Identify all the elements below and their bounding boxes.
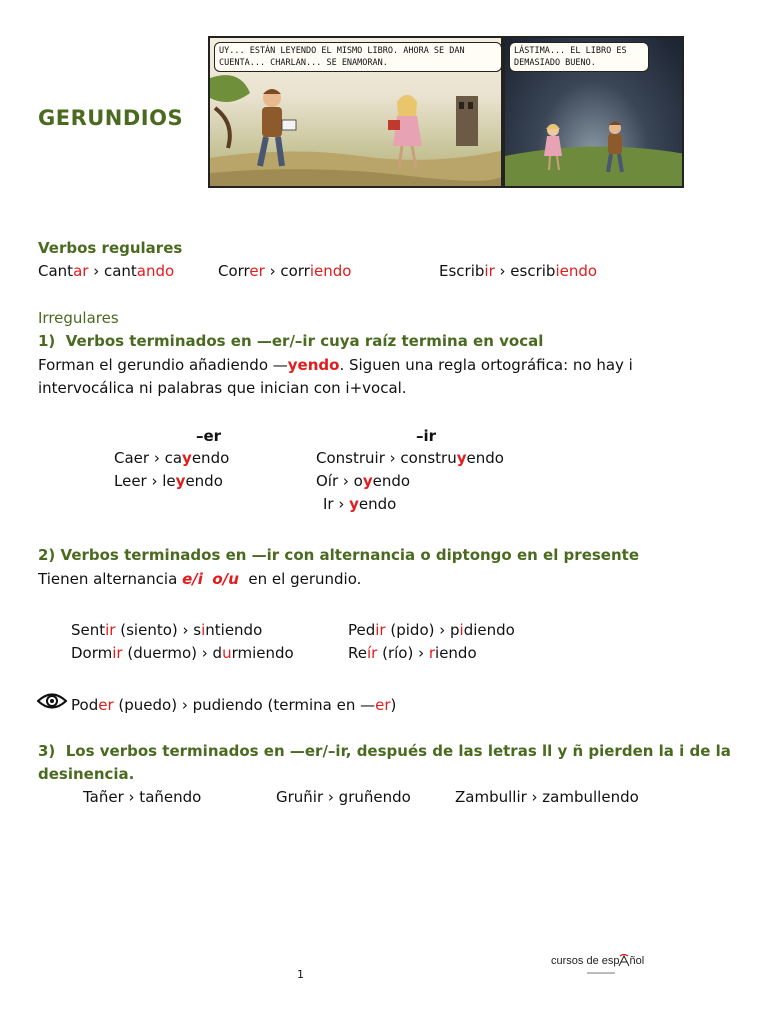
text: Ir ›	[323, 495, 350, 513]
example-taner: Tañer › tañendo	[83, 788, 202, 806]
example-reir	[348, 642, 477, 665]
highlight: ír	[366, 644, 378, 662]
speech-bubble-left: UY... ESTÁN LEYENDO EL MISMO LIBRO. AHORA SE DAN CUENTA... CHARLAN... SE ENAMORAN.	[214, 42, 502, 72]
ex-ending: er	[249, 262, 265, 280]
ex-gerund-ending: ando	[136, 262, 175, 280]
highlight: ir	[105, 621, 116, 639]
text: endo	[358, 495, 397, 513]
comic-illustration	[208, 36, 684, 188]
text: diendo	[463, 621, 515, 639]
section-1-text-line1	[38, 354, 633, 377]
ex-arrow: › corr	[264, 262, 310, 280]
text: endo	[372, 472, 411, 490]
highlight: y	[182, 449, 192, 467]
section-1-number: 1)	[38, 332, 56, 350]
highlight: u	[222, 644, 232, 662]
example-sentir	[71, 619, 262, 642]
highlight: y	[456, 449, 467, 467]
section-2-number: 2)	[38, 546, 56, 564]
example-construir	[316, 447, 504, 470]
highlight: yendo	[287, 356, 340, 374]
ex-stem: Escrib	[439, 262, 485, 280]
section-2-heading	[38, 546, 639, 564]
page-number: 1	[297, 968, 304, 981]
text: (siento) › s	[115, 621, 202, 639]
text: ntiendo	[205, 621, 263, 639]
section-3-title: Los verbos terminados en —er/–ir, después de las letras ll y ñ pierden la i de la	[65, 742, 731, 760]
example-dormir	[71, 642, 294, 665]
text: Ped	[348, 621, 376, 639]
text: . Siguen una regla ortográfica: no hay i	[339, 356, 633, 374]
ex-stem: Cant	[38, 262, 74, 280]
regular-example-cantar	[38, 260, 174, 283]
highlight: y	[349, 495, 359, 513]
regular-example-escribir	[439, 260, 597, 283]
text: Pod	[71, 696, 99, 714]
brand-logo	[551, 955, 644, 967]
example-zambullir: Zambullir › zambullendo	[455, 788, 639, 806]
ex-arrow: › escrib	[494, 262, 556, 280]
alternation-o-u: o/u	[212, 570, 239, 588]
text: endo	[185, 472, 223, 490]
highlight: y	[362, 472, 373, 490]
text: Tienen alternancia	[38, 570, 183, 588]
comic-panel-left	[208, 36, 503, 188]
text: iendo	[435, 644, 477, 662]
highlight: ir	[375, 621, 386, 639]
highlight: r	[428, 644, 436, 662]
highlight: y	[175, 472, 186, 490]
example-oir	[316, 470, 410, 493]
text: rmiendo	[231, 644, 294, 662]
example-leer	[114, 470, 223, 493]
section-1-text-line2: intervocálica ni palabras que inician con i+vocal.	[38, 379, 407, 397]
comic-panel-right	[503, 36, 684, 188]
text: )	[390, 696, 397, 714]
highlight: er	[98, 696, 114, 714]
example-pedir	[348, 619, 515, 642]
text: Forman el gerundio añadiendo —	[38, 356, 288, 374]
example-grunir: Gruñir › gruñendo	[276, 788, 411, 806]
text: endo	[466, 449, 504, 467]
speech-bubble-right: LÁSTIMA... EL LIBRO ES DEMASIADO BUENO.	[509, 42, 649, 72]
example-ir	[323, 493, 396, 516]
ex-stem: Corr	[218, 262, 250, 280]
section-2-text	[38, 568, 361, 591]
alternation-e-i: e/i	[182, 570, 203, 588]
text: (río) ›	[377, 644, 429, 662]
example-poder	[71, 694, 396, 717]
ex-arrow: › cant	[88, 262, 137, 280]
irregulares-heading: Irregulares	[38, 309, 119, 327]
regular-example-correr	[218, 260, 351, 283]
highlight: er	[375, 696, 391, 714]
brand-text: cursos de esp	[551, 955, 620, 967]
column-ir-header: –ir	[416, 427, 437, 445]
highlight: i	[459, 621, 464, 639]
regulares-heading: Verbos regulares	[38, 239, 183, 257]
example-caer	[114, 447, 229, 470]
text: (pido) › p	[385, 621, 460, 639]
section-3-heading-line2: desinencia.	[38, 765, 135, 783]
text: en el gerundio.	[243, 570, 362, 588]
column-er-header: –er	[196, 427, 222, 445]
text: (duermo) › d	[122, 644, 223, 662]
text: Sent	[71, 621, 106, 639]
highlight: ir	[112, 644, 123, 662]
section-3-heading-line1	[38, 742, 731, 760]
ex-ending: ir	[484, 262, 495, 280]
highlight: i	[201, 621, 206, 639]
brand-tagline-mark	[587, 972, 615, 974]
text: Dorm	[71, 644, 113, 662]
text: (puedo) › pudiendo (termina en —	[113, 696, 376, 714]
eye-icon	[37, 691, 67, 711]
section-2-title: Verbos terminados en —ir con alternancia o diptongo en el presente	[60, 546, 639, 564]
section-1-title: Verbos terminados en —er/–ir cuya raíz termina en vocal	[65, 332, 544, 350]
section-3-number: 3)	[38, 742, 56, 760]
ex-gerund-ending: iendo	[309, 262, 352, 280]
brand-text: ñol	[629, 955, 645, 967]
section-1-heading	[38, 332, 543, 350]
brand-a-icon	[618, 954, 630, 968]
text: Construir › constru	[316, 449, 457, 467]
text: endo	[191, 449, 230, 467]
page-title: GERUNDIOS	[38, 106, 184, 130]
text: Oír › o	[316, 472, 363, 490]
text: Leer › le	[114, 472, 176, 490]
ex-ending: ar	[73, 262, 89, 280]
text: Caer › ca	[114, 449, 183, 467]
ex-gerund-ending: iendo	[555, 262, 598, 280]
text: Re	[348, 644, 367, 662]
